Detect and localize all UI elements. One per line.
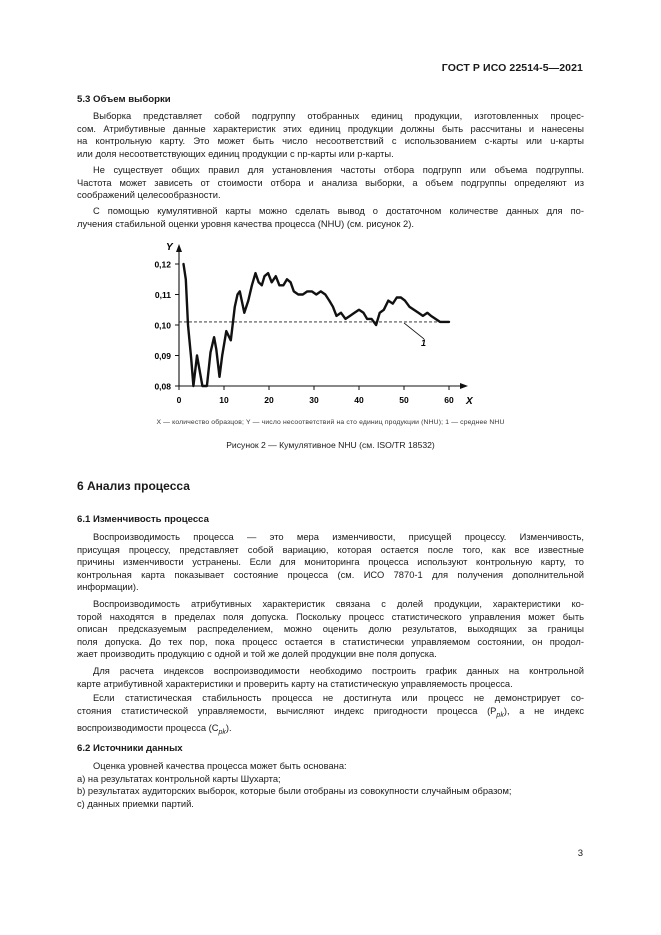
reference-leader-line xyxy=(404,323,424,339)
x-tick-label: 20 xyxy=(264,395,274,405)
page-number: 3 xyxy=(577,848,583,859)
section-6-1-paragraph-3 xyxy=(77,665,584,690)
text-line: Если статистическая стабильность процесса не достигнута или процесс не демонстрирует со- xyxy=(93,693,584,703)
text-line: контрольная карта показывает состояние процесса (см. ИСО 7870-1 для получения дополнительной xyxy=(77,569,584,580)
list-item: c) данных приемки партий. xyxy=(77,798,194,809)
section-6-2-heading: 6.2 Источники данных xyxy=(77,743,183,754)
y-tick-label: 0,12 xyxy=(154,259,171,270)
section-6-1-paragraph-1 xyxy=(77,531,584,594)
text-line: Для расчета индексов воспроизводимости необходимо построить график данных на контрольной xyxy=(93,666,584,676)
text-line: на контрольную карту. Это может быть число несоответствий с использованием c-карты или u-карты xyxy=(77,136,584,147)
cumulative-nhu-series-line xyxy=(184,264,450,386)
list-item: b) результатах аудиторских выборок, которые были отобраны из совокупности случайным образом; xyxy=(77,786,512,797)
text-line: Воспроизводимость атрибутивных характеристик связана с долей продукции, характеристики ко- xyxy=(93,599,584,609)
subscript-pk: pk xyxy=(218,728,226,736)
list-item: a) на результатах контрольной карты Шухарта; xyxy=(77,773,281,784)
text-fragment: ). xyxy=(225,723,232,734)
text-line: торой находятся в пределах поля допуска. Поскольку процесс статистического управления может быть xyxy=(77,611,584,622)
text-line: лучения стабильной оценки уровня качества процесса (NHU) (см. рисунок 2). xyxy=(77,218,414,229)
text-line: С помощью кумулятивной карты можно сделать вывод о достаточном количестве данных для по- xyxy=(93,206,584,216)
section-5-3-heading: 5.3 Объем выборки xyxy=(77,94,171,105)
x-axis-label: X xyxy=(466,396,473,407)
y-tick-label: 0,11 xyxy=(154,290,171,300)
text-line: Выборка представляет собой подгруппу отобранных единиц продукции, изготовленных процес- xyxy=(93,111,584,121)
y-tick-label: 0,08 xyxy=(154,381,171,392)
figure-caption: Рисунок 2 — Кумулятивное NHU (см. ISO/TR 18532) xyxy=(226,440,435,450)
section-6-heading: 6 Анализ процесса xyxy=(77,479,190,493)
text-line: присущая процессу, представляет собой вариацию, которая остается после того, как все известные xyxy=(77,544,584,555)
x-tick-label: 60 xyxy=(444,395,454,405)
text-line: Не существует общих правил для установления частоты отбора подгрупп или объема подгруппы. xyxy=(93,165,584,175)
text-fragment: воспроизводимости процесса (C xyxy=(77,723,219,734)
y-tick-label: 0,10 xyxy=(154,320,171,331)
x-tick-label: 50 xyxy=(399,395,409,405)
section-6-1-heading: 6.1 Изменчивость процесса xyxy=(77,514,209,525)
text-line: карте атрибутивной характеристики и проверить карту на статистическую управляемость процесса. xyxy=(77,678,513,689)
reference-line-label: 1 xyxy=(421,337,427,348)
section-6-2-list xyxy=(77,760,584,810)
text-fragment: ), а не индекс xyxy=(503,705,584,716)
list-intro: Оценка уровней качества процесса может быть основана: xyxy=(93,761,347,771)
text-line: сом. Атрибутивные данные характеристик этих единиц продукции должны быть рассчитаны и нанесены xyxy=(77,123,584,134)
text-line: информации). xyxy=(77,582,139,593)
text-line: Воспроизводимость процесса — это мера изменчивости, присущей процессу. Изменчивость, xyxy=(93,532,584,542)
text-line: соображений целесообразности. xyxy=(77,190,221,201)
text-line: причины изменчивости устранены. Если для мониторинга процесса используют контрольную карту, то xyxy=(77,557,584,568)
x-tick-label: 40 xyxy=(354,395,364,405)
y-axis-arrow xyxy=(176,244,182,252)
figure-legend: X — количество образцов; Y — число несоответствий на сто единиц продукции (NHU); 1 — среднее NHU xyxy=(156,419,505,426)
text-fragment: стояния статистической управляемости, вычисляют индекс пригодности процесса (P xyxy=(77,705,497,716)
x-tick-label: 30 xyxy=(309,395,319,405)
x-tick-label: 10 xyxy=(219,395,229,405)
text-line: или доля несоответствующих единиц продукции с np-карты или p-карты. xyxy=(77,148,394,159)
x-axis-arrow xyxy=(460,383,468,389)
text-line xyxy=(77,722,584,739)
y-tick-label: 0,09 xyxy=(154,351,171,361)
standard-code-header: ГОСТ Р ИСО 22514-5—2021 xyxy=(441,62,583,74)
section-6-1-paragraph-2 xyxy=(77,598,584,661)
text-line: описан предсказуемым распределением, можно оценить долю результатов, выходящих за границы xyxy=(77,624,584,635)
text-line: жает производить продукцию с одной и той же долей продукции вне поля допуска. xyxy=(77,649,437,660)
text-line: поля допуска. До тех пор, пока процесс остается в статистически управляемом состоянии, он продол- xyxy=(77,636,584,647)
section-6-1-paragraph-4 xyxy=(77,692,584,740)
text-line xyxy=(77,705,584,722)
y-axis-label: Y xyxy=(166,242,173,253)
subscript-pk: pk xyxy=(496,711,504,719)
text-line: Частота может зависеть от стоимости отбора и анализа выборки, а объем подгруппы определяют из xyxy=(77,177,584,188)
x-tick-label: 0 xyxy=(176,395,182,405)
